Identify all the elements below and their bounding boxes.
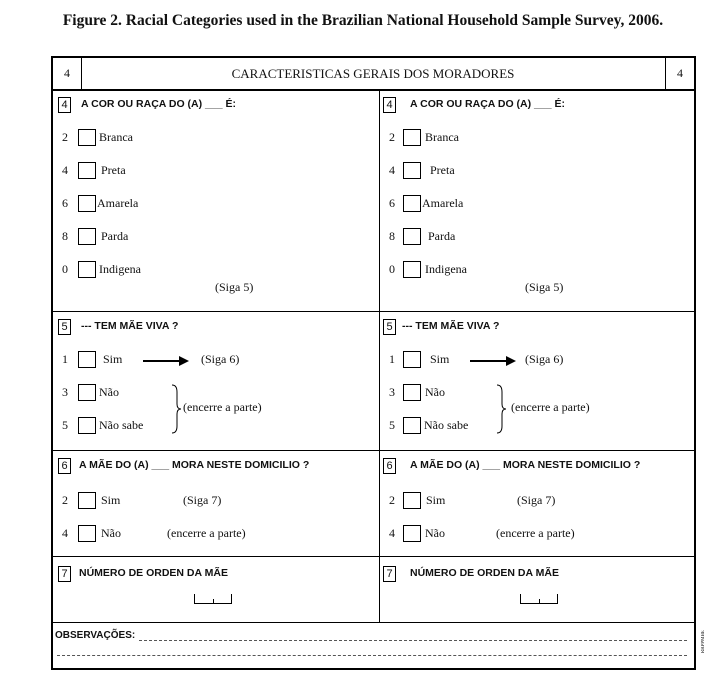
observacoes-line[interactable] <box>139 640 687 641</box>
q7-text: NÚMERO DE ORDEN DA MÃE <box>79 567 228 579</box>
q5-number: 5 <box>383 319 396 335</box>
checkbox-branca[interactable] <box>403 129 421 146</box>
checkbox-preta[interactable] <box>403 162 421 179</box>
q6-text: A MÃE DO (A) ___ MORA NESTE DOMICILIO ? <box>79 459 310 471</box>
option-label: Sim <box>103 352 123 366</box>
section-divider <box>53 622 694 623</box>
brace-icon <box>171 384 181 434</box>
option-label: Sim <box>101 493 121 507</box>
q6-nao-note: (encerre a parte) <box>167 526 246 540</box>
checkbox-amarela[interactable] <box>403 195 421 212</box>
q6-number: 6 <box>383 458 396 474</box>
order-field-divider <box>213 599 214 604</box>
checkbox-amarela[interactable] <box>78 195 96 212</box>
option-code: 4 <box>389 526 395 540</box>
q7-number: 7 <box>383 566 396 582</box>
option-code: 6 <box>62 196 68 210</box>
option-code: 1 <box>389 352 395 366</box>
checkbox-indigena[interactable] <box>78 261 96 278</box>
q7-text: NÚMERO DE ORDEN DA MÃE <box>410 567 559 579</box>
q6-text: A MÃE DO (A) ___ MORA NESTE DOMICILIO ? <box>410 459 641 471</box>
order-field-divider <box>539 599 540 604</box>
q6-sim-note: (Siga 7) <box>183 493 222 507</box>
q4-note: (Siga 5) <box>525 280 564 294</box>
checkbox-sim[interactable] <box>403 351 421 368</box>
option-code: 2 <box>62 130 68 144</box>
option-code: 0 <box>62 262 68 276</box>
survey-form <box>51 56 696 670</box>
option-label: Preta <box>101 163 126 177</box>
header-left-number: 4 <box>53 58 82 89</box>
brace-icon <box>496 384 506 434</box>
option-code: 2 <box>62 493 68 507</box>
arrow-line <box>143 360 181 362</box>
q4-text: A COR OU RAÇA DO (A) ___ É: <box>81 98 236 110</box>
option-code: 2 <box>389 493 395 507</box>
q6-number: 6 <box>58 458 71 474</box>
checkbox-nao-sabe[interactable] <box>78 417 96 434</box>
checkbox-nao-sabe[interactable] <box>403 417 421 434</box>
option-code: 2 <box>389 130 395 144</box>
q5-brace-note: (encerre a parte) <box>183 400 262 414</box>
option-code: 8 <box>62 229 68 243</box>
option-code: 5 <box>389 418 395 432</box>
option-label: Não <box>99 385 119 399</box>
header-right-number: 4 <box>665 58 694 89</box>
q5-text: --- TEM MÃE VIVA ? <box>81 320 179 332</box>
side-mark: RRPPMBE <box>701 630 706 654</box>
checkbox-nao[interactable] <box>403 384 421 401</box>
checkbox-preta[interactable] <box>78 162 96 179</box>
option-label: Sim <box>430 352 450 366</box>
q4-note: (Siga 5) <box>215 280 254 294</box>
option-code: 5 <box>62 418 68 432</box>
option-label: Não <box>425 526 445 540</box>
checkbox-sim[interactable] <box>78 492 96 509</box>
option-code: 1 <box>62 352 68 366</box>
option-label: Branca <box>425 130 459 144</box>
option-label: Parda <box>428 229 456 243</box>
option-code: 4 <box>389 163 395 177</box>
observacoes-line[interactable] <box>57 655 687 656</box>
arrow-icon <box>179 356 189 366</box>
option-code: 3 <box>62 385 68 399</box>
q5-sim-note: (Siga 6) <box>201 352 240 366</box>
q4-text: A COR OU RAÇA DO (A) ___ É: <box>410 98 565 110</box>
option-code: 6 <box>389 196 395 210</box>
option-label: Amarela <box>422 196 464 210</box>
option-code: 0 <box>389 262 395 276</box>
checkbox-nao[interactable] <box>78 525 96 542</box>
option-label: Preta <box>430 163 455 177</box>
option-label: Indigena <box>99 262 141 276</box>
q4-number: 4 <box>383 97 396 113</box>
option-label: Parda <box>101 229 129 243</box>
option-label: Sim <box>426 493 446 507</box>
checkbox-parda[interactable] <box>403 228 421 245</box>
option-code: 8 <box>389 229 395 243</box>
option-code: 4 <box>62 526 68 540</box>
checkbox-nao[interactable] <box>403 525 421 542</box>
figure-caption: Figure 2. Racial Categories used in the Brazilian National Household Sample Survey, 2006. <box>62 12 664 29</box>
option-label: Não <box>101 526 121 540</box>
header-title: CARACTERISTICAS GERAIS DOS MORADORES <box>231 66 515 81</box>
checkbox-nao[interactable] <box>78 384 96 401</box>
checkbox-sim[interactable] <box>403 492 421 509</box>
option-code: 3 <box>389 385 395 399</box>
option-label: Não <box>425 385 445 399</box>
arrow-line <box>470 360 508 362</box>
q5-sim-note: (Siga 6) <box>525 352 564 366</box>
arrow-icon <box>506 356 516 366</box>
option-label: Amarela <box>97 196 139 210</box>
left-column <box>53 58 379 622</box>
option-label: Não sabe <box>99 418 144 432</box>
option-code: 4 <box>62 163 68 177</box>
q5-text: --- TEM MÃE VIVA ? <box>402 320 500 332</box>
q7-number: 7 <box>58 566 71 582</box>
option-label: Não sabe <box>424 418 469 432</box>
q6-sim-note: (Siga 7) <box>517 493 556 507</box>
option-label: Branca <box>99 130 133 144</box>
q4-number: 4 <box>58 97 71 113</box>
checkbox-branca[interactable] <box>78 129 96 146</box>
checkbox-indigena[interactable] <box>403 261 421 278</box>
q5-number: 5 <box>58 319 71 335</box>
checkbox-parda[interactable] <box>78 228 96 245</box>
observacoes-label: OBSERVAÇÕES: <box>55 630 136 641</box>
q6-nao-note: (encerre a parte) <box>496 526 575 540</box>
q5-brace-note: (encerre a parte) <box>511 400 590 414</box>
checkbox-sim[interactable] <box>78 351 96 368</box>
option-label: Indigena <box>425 262 467 276</box>
right-column <box>380 58 694 622</box>
